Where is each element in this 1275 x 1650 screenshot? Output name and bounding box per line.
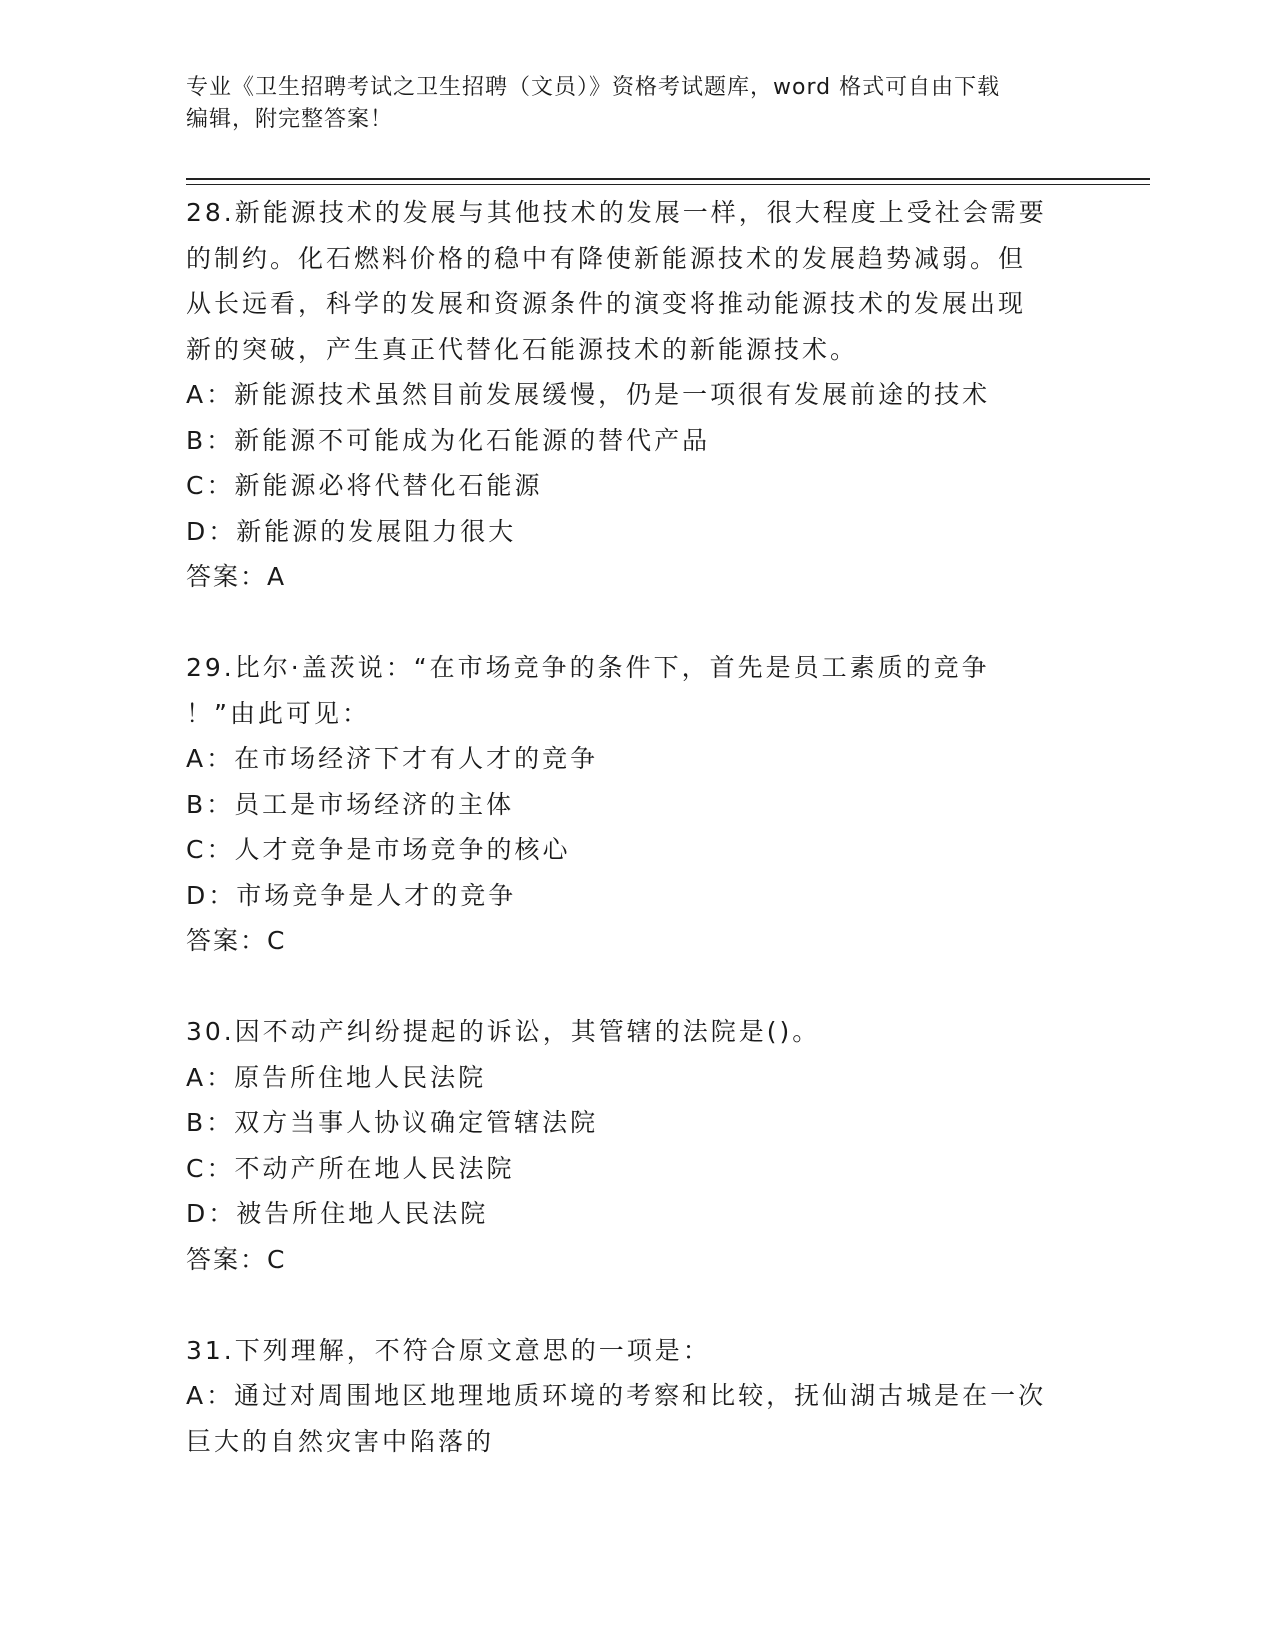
question-stem-line: 30.因不动产纠纷提起的诉讼，其管辖的法院是()。 [186,1017,821,1046]
question-stem-line: 的制约。化石燃料价格的稳中有降使新能源技术的发展趋势减弱。但 [186,243,1027,273]
option-b: B：双方当事人协议确定管辖法院 [186,1108,599,1137]
option-b: B：员工是市场经济的主体 [186,789,515,819]
option-b: B：新能源不可能成为化石能源的替代产品 [186,425,711,455]
option-a: A：在市场经济下才有人才的竞争 [186,744,599,773]
question-stem-line: 28.新能源技术的发展与其他技术的发展一样，很大程度上受社会需要 [186,198,1047,227]
header-divider-thick [186,178,1150,180]
question-stem-line: 31.下列理解，不符合原文意思的一项是： [186,1335,711,1365]
question-stem-line: ！”由此可见： [186,698,370,728]
question-28 [186,190,1086,600]
option-c: C：人才竞争是市场竞争的核心 [186,835,571,864]
option-a: A：新能源技术虽然目前发展缓慢，仍是一项很有发展前途的技术 [186,380,991,409]
header-divider-thin [186,184,1150,185]
option-c: C：新能源必将代替化石能源 [186,471,543,500]
question-spacer [186,1282,1086,1328]
question-30 [186,1009,1086,1282]
question-stem-line: 从长远看，科学的发展和资源条件的演变将推动能源技术的发展出现 [186,289,1027,318]
answer-line: 答案：C [186,926,287,955]
option-a-continuation: 巨大的自然灾害中陷落的 [186,1426,495,1456]
question-spacer [186,964,1086,1010]
question-31 [186,1328,1086,1465]
question-stem-line: 新的突破，产生真正代替化石能源技术的新能源技术。 [186,334,859,364]
option-d: D：新能源的发展阻力很大 [186,516,517,546]
header-line-2: 编辑，附完整答案！ [186,107,394,132]
document-header [186,72,1066,136]
answer-line: 答案：A [186,562,287,591]
header-line-1: 专业《卫生招聘考试之卫生招聘（文员）》资格考试题库，word 格式可自由下载 [186,75,1001,100]
option-c: C：不动产所在地人民法院 [186,1153,515,1183]
question-stem-line: 29.比尔·盖茨说：“在市场竞争的条件下，首先是员工素质的竞争 [186,653,990,682]
option-d: D：被告所住地人民法院 [186,1199,489,1228]
answer-line: 答案：C [186,1244,287,1274]
question-29 [186,645,1086,964]
question-spacer [186,600,1086,646]
question-list [186,190,1086,1464]
option-a: A：原告所住地人民法院 [186,1062,487,1092]
option-a: A：通过对周围地区地理地质环境的考察和比较，抚仙湖古城是在一次 [186,1381,1047,1410]
option-d: D：市场竞争是人才的竞争 [186,880,517,910]
